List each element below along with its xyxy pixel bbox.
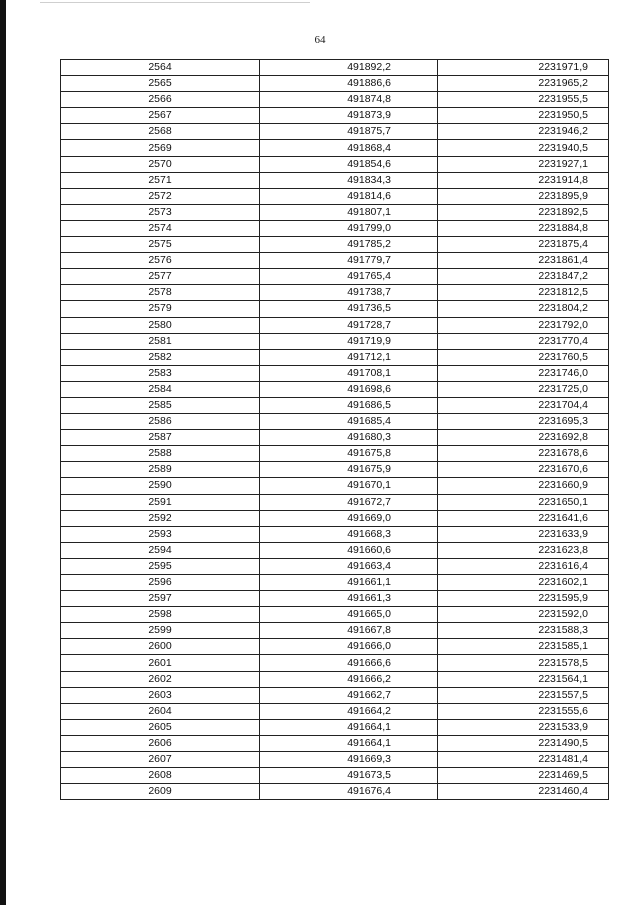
x-coordinate-cell: 491719,9: [260, 333, 438, 349]
table-row: [61, 349, 609, 365]
y-coordinate-cell: 2231760,5: [438, 349, 609, 365]
x-coordinate-cell: 491785,2: [260, 237, 438, 253]
point-number-cell: 2565: [61, 76, 260, 92]
x-coordinate-cell: 491668,3: [260, 526, 438, 542]
point-number-cell: 2576: [61, 253, 260, 269]
x-coordinate-cell: 491728,7: [260, 317, 438, 333]
point-number-cell: 2586: [61, 414, 260, 430]
table-row: [61, 430, 609, 446]
point-number-cell: 2608: [61, 768, 260, 784]
table-row: [61, 703, 609, 719]
point-number-cell: 2570: [61, 156, 260, 172]
y-coordinate-cell: 2231460,4: [438, 784, 609, 800]
x-coordinate-cell: 491892,2: [260, 60, 438, 76]
x-coordinate-cell: 491664,2: [260, 703, 438, 719]
table-row: [61, 108, 609, 124]
point-number-cell: 2568: [61, 124, 260, 140]
x-coordinate-cell: 491799,0: [260, 220, 438, 236]
y-coordinate-cell: 2231746,0: [438, 365, 609, 381]
x-coordinate-cell: 491736,5: [260, 301, 438, 317]
y-coordinate-cell: 2231670,6: [438, 462, 609, 478]
y-coordinate-cell: 2231946,2: [438, 124, 609, 140]
x-coordinate-cell: 491875,7: [260, 124, 438, 140]
table-row: [61, 140, 609, 156]
point-number-cell: 2572: [61, 188, 260, 204]
y-coordinate-cell: 2231927,1: [438, 156, 609, 172]
table-row: [61, 687, 609, 703]
x-coordinate-cell: 491873,9: [260, 108, 438, 124]
point-number-cell: 2600: [61, 639, 260, 655]
point-number-cell: 2579: [61, 301, 260, 317]
y-coordinate-cell: 2231616,4: [438, 558, 609, 574]
table-row: [61, 542, 609, 558]
x-coordinate-cell: 491676,4: [260, 784, 438, 800]
y-coordinate-cell: 2231884,8: [438, 220, 609, 236]
y-coordinate-cell: 2231557,5: [438, 687, 609, 703]
y-coordinate-cell: 2231469,5: [438, 768, 609, 784]
point-number-cell: 2583: [61, 365, 260, 381]
x-coordinate-cell: 491661,3: [260, 591, 438, 607]
table-row: [61, 237, 609, 253]
x-coordinate-cell: 491667,8: [260, 623, 438, 639]
table-row: [61, 397, 609, 413]
point-number-cell: 2580: [61, 317, 260, 333]
table-row: [61, 381, 609, 397]
point-number-cell: 2601: [61, 655, 260, 671]
point-number-cell: 2592: [61, 510, 260, 526]
x-coordinate-cell: 491680,3: [260, 430, 438, 446]
point-number-cell: 2589: [61, 462, 260, 478]
point-number-cell: 2578: [61, 285, 260, 301]
table-row: [61, 607, 609, 623]
table-row: [61, 575, 609, 591]
point-number-cell: 2596: [61, 575, 260, 591]
table-row: [61, 623, 609, 639]
point-number-cell: 2567: [61, 108, 260, 124]
point-number-cell: 2609: [61, 784, 260, 800]
point-number-cell: 2581: [61, 333, 260, 349]
table-row: [61, 510, 609, 526]
table-row: [61, 719, 609, 735]
x-coordinate-cell: 491661,1: [260, 575, 438, 591]
point-number-cell: 2569: [61, 140, 260, 156]
table-row: [61, 317, 609, 333]
table-row: [61, 735, 609, 751]
x-coordinate-cell: 491665,0: [260, 607, 438, 623]
y-coordinate-cell: 2231704,4: [438, 397, 609, 413]
table-row: [61, 301, 609, 317]
y-coordinate-cell: 2231695,3: [438, 414, 609, 430]
x-coordinate-cell: 491874,8: [260, 92, 438, 108]
x-coordinate-cell: 491708,1: [260, 365, 438, 381]
table-row: [61, 285, 609, 301]
y-coordinate-cell: 2231895,9: [438, 188, 609, 204]
x-coordinate-cell: 491672,7: [260, 494, 438, 510]
table-row: [61, 188, 609, 204]
x-coordinate-cell: 491666,0: [260, 639, 438, 655]
x-coordinate-cell: 491685,4: [260, 414, 438, 430]
table-row: [61, 220, 609, 236]
y-coordinate-cell: 2231650,1: [438, 494, 609, 510]
x-coordinate-cell: 491664,1: [260, 735, 438, 751]
y-coordinate-cell: 2231971,9: [438, 60, 609, 76]
point-number-cell: 2566: [61, 92, 260, 108]
y-coordinate-cell: 2231533,9: [438, 719, 609, 735]
x-coordinate-cell: 491765,4: [260, 269, 438, 285]
point-number-cell: 2587: [61, 430, 260, 446]
table-row: [61, 655, 609, 671]
point-number-cell: 2575: [61, 237, 260, 253]
x-coordinate-cell: 491712,1: [260, 349, 438, 365]
x-coordinate-cell: 491807,1: [260, 204, 438, 220]
y-coordinate-cell: 2231633,9: [438, 526, 609, 542]
x-coordinate-cell: 491686,5: [260, 397, 438, 413]
y-coordinate-cell: 2231490,5: [438, 735, 609, 751]
table-row: [61, 204, 609, 220]
coordinates-table: [60, 59, 609, 800]
y-coordinate-cell: 2231595,9: [438, 591, 609, 607]
point-number-cell: 2606: [61, 735, 260, 751]
x-coordinate-cell: 491814,6: [260, 188, 438, 204]
y-coordinate-cell: 2231578,5: [438, 655, 609, 671]
point-number-cell: 2598: [61, 607, 260, 623]
point-number-cell: 2603: [61, 687, 260, 703]
point-number-cell: 2582: [61, 349, 260, 365]
y-coordinate-cell: 2231965,2: [438, 76, 609, 92]
x-coordinate-cell: 491675,9: [260, 462, 438, 478]
table-row: [61, 639, 609, 655]
x-coordinate-cell: 491779,7: [260, 253, 438, 269]
y-coordinate-cell: 2231678,6: [438, 446, 609, 462]
y-coordinate-cell: 2231950,5: [438, 108, 609, 124]
y-coordinate-cell: 2231641,6: [438, 510, 609, 526]
y-coordinate-cell: 2231555,6: [438, 703, 609, 719]
y-coordinate-cell: 2231481,4: [438, 752, 609, 768]
table-row: [61, 76, 609, 92]
y-coordinate-cell: 2231564,1: [438, 671, 609, 687]
x-coordinate-cell: 491666,2: [260, 671, 438, 687]
scan-artifact-line: [40, 2, 310, 3]
y-coordinate-cell: 2231804,2: [438, 301, 609, 317]
table-row: [61, 333, 609, 349]
x-coordinate-cell: 491660,6: [260, 542, 438, 558]
table-row: [61, 768, 609, 784]
y-coordinate-cell: 2231940,5: [438, 140, 609, 156]
y-coordinate-cell: 2231692,8: [438, 430, 609, 446]
y-coordinate-cell: 2231955,5: [438, 92, 609, 108]
table-row: [61, 156, 609, 172]
table-row: [61, 671, 609, 687]
y-coordinate-cell: 2231847,2: [438, 269, 609, 285]
point-number-cell: 2594: [61, 542, 260, 558]
table-row: [61, 172, 609, 188]
table-row: [61, 365, 609, 381]
y-coordinate-cell: 2231592,0: [438, 607, 609, 623]
x-coordinate-cell: 491886,6: [260, 76, 438, 92]
y-coordinate-cell: 2231770,4: [438, 333, 609, 349]
table-row: [61, 752, 609, 768]
x-coordinate-cell: 491834,3: [260, 172, 438, 188]
table-row: [61, 60, 609, 76]
point-number-cell: 2588: [61, 446, 260, 462]
point-number-cell: 2574: [61, 220, 260, 236]
y-coordinate-cell: 2231792,0: [438, 317, 609, 333]
point-number-cell: 2573: [61, 204, 260, 220]
x-coordinate-cell: 491738,7: [260, 285, 438, 301]
scan-edge-shadow: [0, 0, 6, 905]
table-row: [61, 478, 609, 494]
y-coordinate-cell: 2231623,8: [438, 542, 609, 558]
point-number-cell: 2595: [61, 558, 260, 574]
y-coordinate-cell: 2231914,8: [438, 172, 609, 188]
table-row: [61, 414, 609, 430]
y-coordinate-cell: 2231875,4: [438, 237, 609, 253]
y-coordinate-cell: 2231588,3: [438, 623, 609, 639]
y-coordinate-cell: 2231892,5: [438, 204, 609, 220]
table-row: [61, 253, 609, 269]
point-number-cell: 2599: [61, 623, 260, 639]
point-number-cell: 2571: [61, 172, 260, 188]
table-row: [61, 462, 609, 478]
table-row: [61, 784, 609, 800]
table-row: [61, 494, 609, 510]
y-coordinate-cell: 2231585,1: [438, 639, 609, 655]
x-coordinate-cell: 491698,6: [260, 381, 438, 397]
x-coordinate-cell: 491669,3: [260, 752, 438, 768]
table-row: [61, 124, 609, 140]
table-row: [61, 446, 609, 462]
point-number-cell: 2590: [61, 478, 260, 494]
coordinates-table-body: [61, 60, 609, 800]
x-coordinate-cell: 491868,4: [260, 140, 438, 156]
x-coordinate-cell: 491670,1: [260, 478, 438, 494]
table-row: [61, 591, 609, 607]
y-coordinate-cell: 2231725,0: [438, 381, 609, 397]
point-number-cell: 2591: [61, 494, 260, 510]
point-number-cell: 2593: [61, 526, 260, 542]
table-row: [61, 92, 609, 108]
page-number: 64: [314, 34, 326, 46]
table-row: [61, 269, 609, 285]
y-coordinate-cell: 2231812,5: [438, 285, 609, 301]
x-coordinate-cell: 491666,6: [260, 655, 438, 671]
point-number-cell: 2564: [61, 60, 260, 76]
table-row: [61, 558, 609, 574]
x-coordinate-cell: 491662,7: [260, 687, 438, 703]
x-coordinate-cell: 491669,0: [260, 510, 438, 526]
point-number-cell: 2602: [61, 671, 260, 687]
point-number-cell: 2607: [61, 752, 260, 768]
y-coordinate-cell: 2231660,9: [438, 478, 609, 494]
table-row: [61, 526, 609, 542]
point-number-cell: 2577: [61, 269, 260, 285]
point-number-cell: 2604: [61, 703, 260, 719]
point-number-cell: 2584: [61, 381, 260, 397]
point-number-cell: 2585: [61, 397, 260, 413]
y-coordinate-cell: 2231861,4: [438, 253, 609, 269]
x-coordinate-cell: 491663,4: [260, 558, 438, 574]
x-coordinate-cell: 491664,1: [260, 719, 438, 735]
point-number-cell: 2605: [61, 719, 260, 735]
point-number-cell: 2597: [61, 591, 260, 607]
x-coordinate-cell: 491673,5: [260, 768, 438, 784]
y-coordinate-cell: 2231602,1: [438, 575, 609, 591]
x-coordinate-cell: 491675,8: [260, 446, 438, 462]
x-coordinate-cell: 491854,6: [260, 156, 438, 172]
